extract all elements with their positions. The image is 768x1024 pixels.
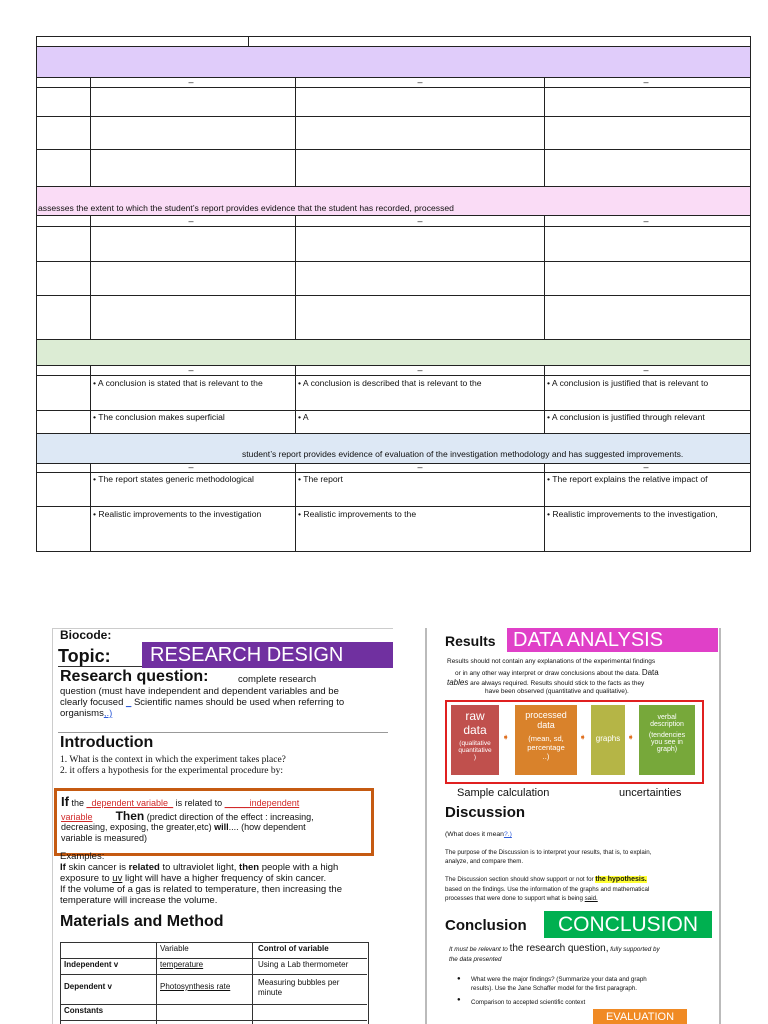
rubric-cell: • A conclusion is stated that is relevant to the: [93, 378, 263, 388]
table-row: [60, 1004, 367, 1021]
rq-line-1: [238, 674, 316, 685]
conclusion-text: It must be relevant to: [449, 946, 508, 953]
level-dash: –: [188, 216, 194, 226]
discussion-p1-1: The purpose of the Discussion is to interpret your results, that is, to explain,: [445, 849, 652, 856]
raw-data-label: raw: [465, 709, 485, 723]
rubric-cell: • Realistic improvements to the: [298, 509, 417, 519]
table-cell: Constants: [64, 1006, 104, 1015]
arrow-icon: ➧: [627, 732, 635, 742]
hyp-predict: (predict direction of the effect : increasing,: [146, 812, 314, 822]
rubric-cell: • The report: [298, 474, 343, 484]
research-question-title: Research question:: [60, 668, 209, 685]
rq-text: complete research: [238, 674, 317, 685]
hyp-variable: variable: [61, 812, 93, 822]
discussion-p1-2: analyze, and compare them.: [445, 858, 524, 865]
uncertainties-label: uncertainties: [619, 787, 682, 799]
table-header-cell: Control of variable: [258, 944, 329, 953]
table-cell: Measuring bubbles per: [258, 978, 340, 987]
table-header-cell: Variable: [160, 944, 189, 953]
verbal-sub: graph): [656, 746, 678, 753]
criterion-a-header: [37, 47, 750, 77]
criterion-d-note: student’s report provides evidence of evaluation of the investigation methodology and has suggested improvements.: [242, 449, 684, 459]
table-header-row: [60, 942, 367, 959]
ex-if: If: [60, 862, 66, 873]
introduction-title: Introduction: [60, 734, 154, 751]
data-analysis-banner: DATA ANALYSIS: [507, 628, 718, 652]
results-intro-1: Results should not contain any explanations of the experimental findings: [447, 658, 656, 665]
table-cell: temperature: [160, 960, 204, 969]
conclusion-bullet-2: Comparison to accepted scientific context: [471, 999, 586, 1006]
discussion-link[interactable]: ?.): [503, 831, 512, 838]
ex-text: skin cancer is: [68, 862, 127, 873]
processed-data-box: [515, 705, 577, 775]
table-row: [60, 958, 367, 975]
results-text: are always required. Results should stick to the facts as they: [470, 680, 645, 687]
research-design-panel: [52, 628, 393, 1024]
table-cell: Independent v: [64, 960, 119, 969]
level-dash: –: [417, 77, 423, 87]
results-title: Results: [445, 633, 496, 649]
results-text: tables: [447, 678, 469, 687]
discussion-p2-3: [445, 895, 598, 902]
criterion-d-header: [37, 434, 750, 463]
hyp-then: Then: [115, 809, 145, 823]
results-text: or in any other way interpret or draw conclusions about the data.: [455, 670, 640, 677]
discussion-text: processes that were done to support what is being: [445, 895, 583, 902]
level-dash: –: [417, 216, 423, 226]
conclusion-emph: the research question,: [509, 943, 609, 954]
raw-data-sub: ): [473, 754, 477, 761]
evaluation-banner: EVALUATION: [593, 1009, 687, 1024]
rubric-table: [36, 36, 751, 552]
ex-related: related: [128, 862, 160, 873]
ex-text: light will have a higher frequency of skin cancer.: [124, 873, 327, 884]
arrow-icon: ➧: [579, 732, 587, 742]
research-design-banner: RESEARCH DESIGN: [142, 642, 393, 668]
sample-calculation-label: Sample calculation: [457, 787, 550, 799]
example-line-3: If the volume of a gas is related to temperature, then increasing the: [60, 884, 342, 895]
example-line-4: temperature will increase the volume.: [60, 895, 218, 906]
discussion-text: (What does it mean: [445, 831, 504, 838]
rubric-cell: • The report explains the relative impact of: [547, 474, 708, 484]
rubric-cell: • A conclusion is justified through relevant: [547, 412, 705, 422]
conclusion-text: fully supported by: [610, 946, 660, 953]
rq-link[interactable]: _: [126, 697, 132, 708]
rubric-cell: • Realistic improvements to the investigation,: [547, 509, 718, 519]
rubric-cell: • A conclusion is justified that is relevant to: [547, 378, 709, 388]
conclusion-bullet-1b: results). Use the Jane Schaffer model for the first paragraph.: [471, 985, 637, 992]
level-dash: –: [417, 462, 423, 472]
level-dash: –: [417, 365, 423, 375]
hyp-list: decreasing, exposing, the greater,etc): [61, 822, 212, 832]
verbal-sub: (tendencies: [648, 732, 686, 739]
hypothesis-line-1: [61, 794, 299, 809]
discussion-text: The Discussion section should show support or not for: [445, 876, 594, 883]
rq-line-4: [60, 708, 112, 719]
table-cell: Using a Lab thermometer: [258, 960, 349, 969]
hyp-how: .... (how dependent: [228, 822, 306, 832]
processed-data-sub: (mean, sd,: [528, 734, 564, 743]
section-divider: [58, 732, 388, 733]
verbal-sub: you see in: [651, 739, 683, 746]
hyp-independent: _____independent: [224, 798, 300, 808]
raw-data-label: data: [463, 723, 487, 737]
rq-line-3: [60, 697, 344, 708]
level-dash: –: [643, 216, 649, 226]
level-dash: –: [643, 462, 649, 472]
ex-text: to ultraviolet light,: [162, 862, 237, 873]
conclusion-title: Conclusion: [445, 917, 527, 934]
graphs-label: graphs: [595, 734, 621, 743]
rubric-cell: • A: [298, 412, 309, 422]
hyp-if: If: [61, 794, 69, 809]
results-intro-4: have been observed (quantitative and qualitative).: [485, 688, 629, 695]
level-dash: –: [188, 77, 194, 87]
biocode-label: Biocode:: [60, 628, 112, 642]
rq-text: organisms: [60, 708, 104, 719]
table-cell: Dependent v: [64, 982, 113, 991]
criterion-b-header: [37, 187, 750, 215]
materials-method-title: Materials and Method: [60, 913, 224, 930]
hyp-the: the: [71, 798, 84, 808]
processed-data-label: data: [537, 720, 555, 730]
processed-data-sub: percentage: [527, 743, 565, 752]
conclusion-line-1: [449, 943, 660, 954]
conclusion-banner: CONCLUSION: [544, 911, 712, 938]
level-dash: –: [188, 462, 194, 472]
ex-text: exposure to: [60, 873, 110, 884]
verbal-label: description: [650, 721, 684, 728]
ex-uv: uv: [112, 873, 123, 884]
hyp-related: is related to: [175, 798, 223, 808]
rq-text: Scientific names should be used when referring to: [133, 697, 345, 708]
criterion-b-note: assesses the extent to which the student’s report provides evidence that the student has recorded, processed: [38, 203, 454, 213]
rq-line-2: question (must have independent and dependent variables and be: [60, 686, 339, 697]
discussion-p2-2: based on the findings. Use the information of the graphs and mathematical: [445, 886, 650, 893]
data-analysis-panel: [425, 628, 721, 1024]
graphs-box: [591, 705, 625, 775]
processed-data-label: processed: [525, 710, 567, 720]
table-row: [60, 974, 367, 1005]
results-intro-2: [455, 668, 659, 677]
level-dash: –: [643, 365, 649, 375]
table-cell: Photosynthesis rate: [160, 982, 231, 991]
intro-question-1: 1. What is the context in which the experiment takes place?: [60, 755, 286, 765]
raw-data-sub: (qualitative: [459, 740, 491, 747]
discussion-question: [445, 831, 512, 838]
verbal-description-box: [639, 705, 695, 775]
hypothesis-highlight: the hypothesis.: [595, 876, 647, 883]
table-cell: minute: [258, 988, 283, 997]
criterion-c-header: [37, 340, 750, 365]
rubric-cell: • Realistic improvements to the investigation: [93, 509, 262, 519]
intro-question-2: 2. it offers a hypothesis for the experimental procedure by:: [60, 766, 284, 776]
rubric-cell: • The conclusion makes superficial: [93, 412, 225, 422]
example-line-1: [60, 862, 338, 873]
level-dash: –: [188, 365, 194, 375]
hypothesis-line-3: [61, 822, 306, 832]
discussion-text: said.: [584, 895, 598, 902]
rubric-cell: • The report states generic methodological: [93, 474, 254, 484]
processed-data-sub: ..): [542, 752, 550, 761]
hypothesis-line-4: variable is measured): [61, 833, 148, 843]
topic-label: Topic:: [58, 646, 111, 666]
raw-data-box: [451, 705, 499, 775]
raw-data-sub: quantitative: [458, 747, 492, 754]
results-intro-3: [447, 678, 644, 687]
conclusion-bullet-1a: What were the major findings? (Summarize your data and graph: [471, 976, 647, 983]
discussion-title: Discussion: [445, 804, 526, 821]
example-line-2: [60, 873, 326, 884]
discussion-p2-1: [445, 876, 647, 883]
rq-link[interactable]: ,.): [103, 708, 113, 719]
examples-title: Examples:: [60, 851, 105, 862]
rubric-cell: • A conclusion is described that is relevant to the: [298, 378, 482, 388]
results-text: Data: [641, 668, 659, 677]
hyp-will: will: [214, 822, 229, 832]
bullet-icon: ●: [457, 997, 461, 1003]
bullet-icon: ●: [457, 976, 461, 982]
verbal-label: verbal: [657, 714, 677, 721]
conclusion-line-2: the data presented: [449, 956, 502, 963]
level-dash: –: [643, 77, 649, 87]
ex-then: then: [239, 862, 260, 873]
arrow-icon: ➧: [502, 732, 510, 742]
hyp-dependent: _dependent variable_: [86, 798, 174, 808]
rq-text: clearly focused: [60, 697, 124, 708]
ex-text: people with a high: [261, 862, 339, 873]
hypothesis-line-2: [61, 809, 314, 823]
